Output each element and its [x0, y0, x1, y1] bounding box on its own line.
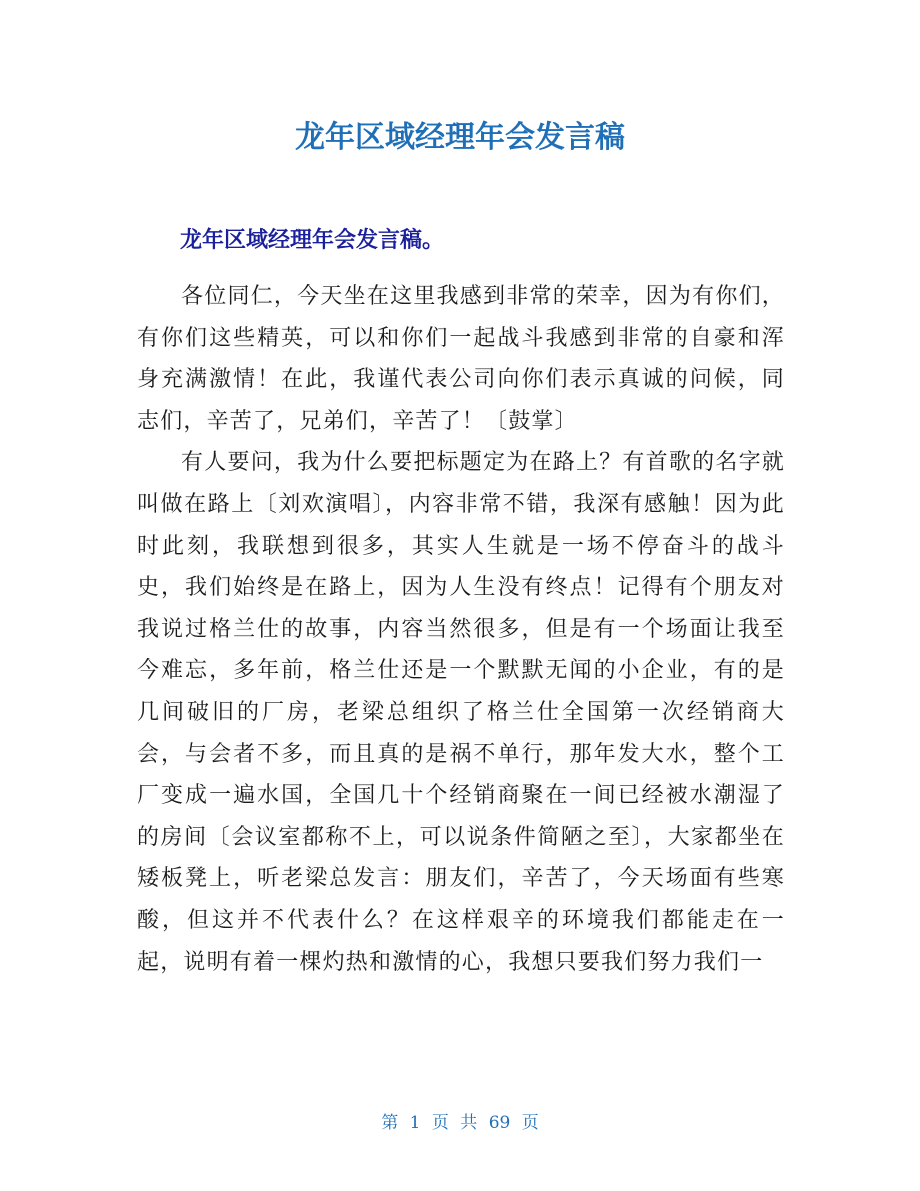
- paragraph-1: 各位同仁，今天坐在这里我感到非常的荣幸，因为有你们，有你们这些精英，可以和你们一起战斗我感到非常的自豪和浑身充满激情！在此，我谨代表公司向你们表示真诚的问候，同志们，辛苦了，兄弟们，辛苦了！〔鼓掌〕: [137, 284, 785, 434]
- document-body: [137, 276, 785, 983]
- page-footer: 第 1 页 共 69 页: [381, 1113, 539, 1133]
- document-subtitle: 龙年区域经理年会发言稿。: [180, 228, 445, 253]
- document-title: 龙年区域经理年会发言稿: [295, 120, 625, 155]
- paragraph-2: 有人要问，我为什么要把标题定为在路上？有首歌的名字就叫做在路上〔刘欢演唱〕，内容非常不错，我深有感触！因为此时此刻，我联想到很多，其实人生就是一场不停奋斗的战斗史，我们始终是在路上，因为人生没有终点！记得有个朋友对我说过格兰仕的故事，内容当然很多，但是有一个场面让我至今难忘，多年前，格兰仕还是一个默默无闻的小企业，有的是几间破旧的厂房，老梁总组织了格兰仕全国第一次经销商大会，与会者不多，而且真的是祸不单行，那年发大水，整个工厂变成一遍水国，全国几十个经销商聚在一间已经被水潮湿了的房间〔会议室都称不上，可以说条件简陋之至〕，大家都坐在矮板凳上，听老梁总发言：朋友们，辛苦了，今天场面有些寒酸，但这并不代表什么？在这样艰辛的环境我们都能走在一起，说明有着一棵灼热和激情的心，我想只要我们努力我们一: [137, 450, 785, 975]
